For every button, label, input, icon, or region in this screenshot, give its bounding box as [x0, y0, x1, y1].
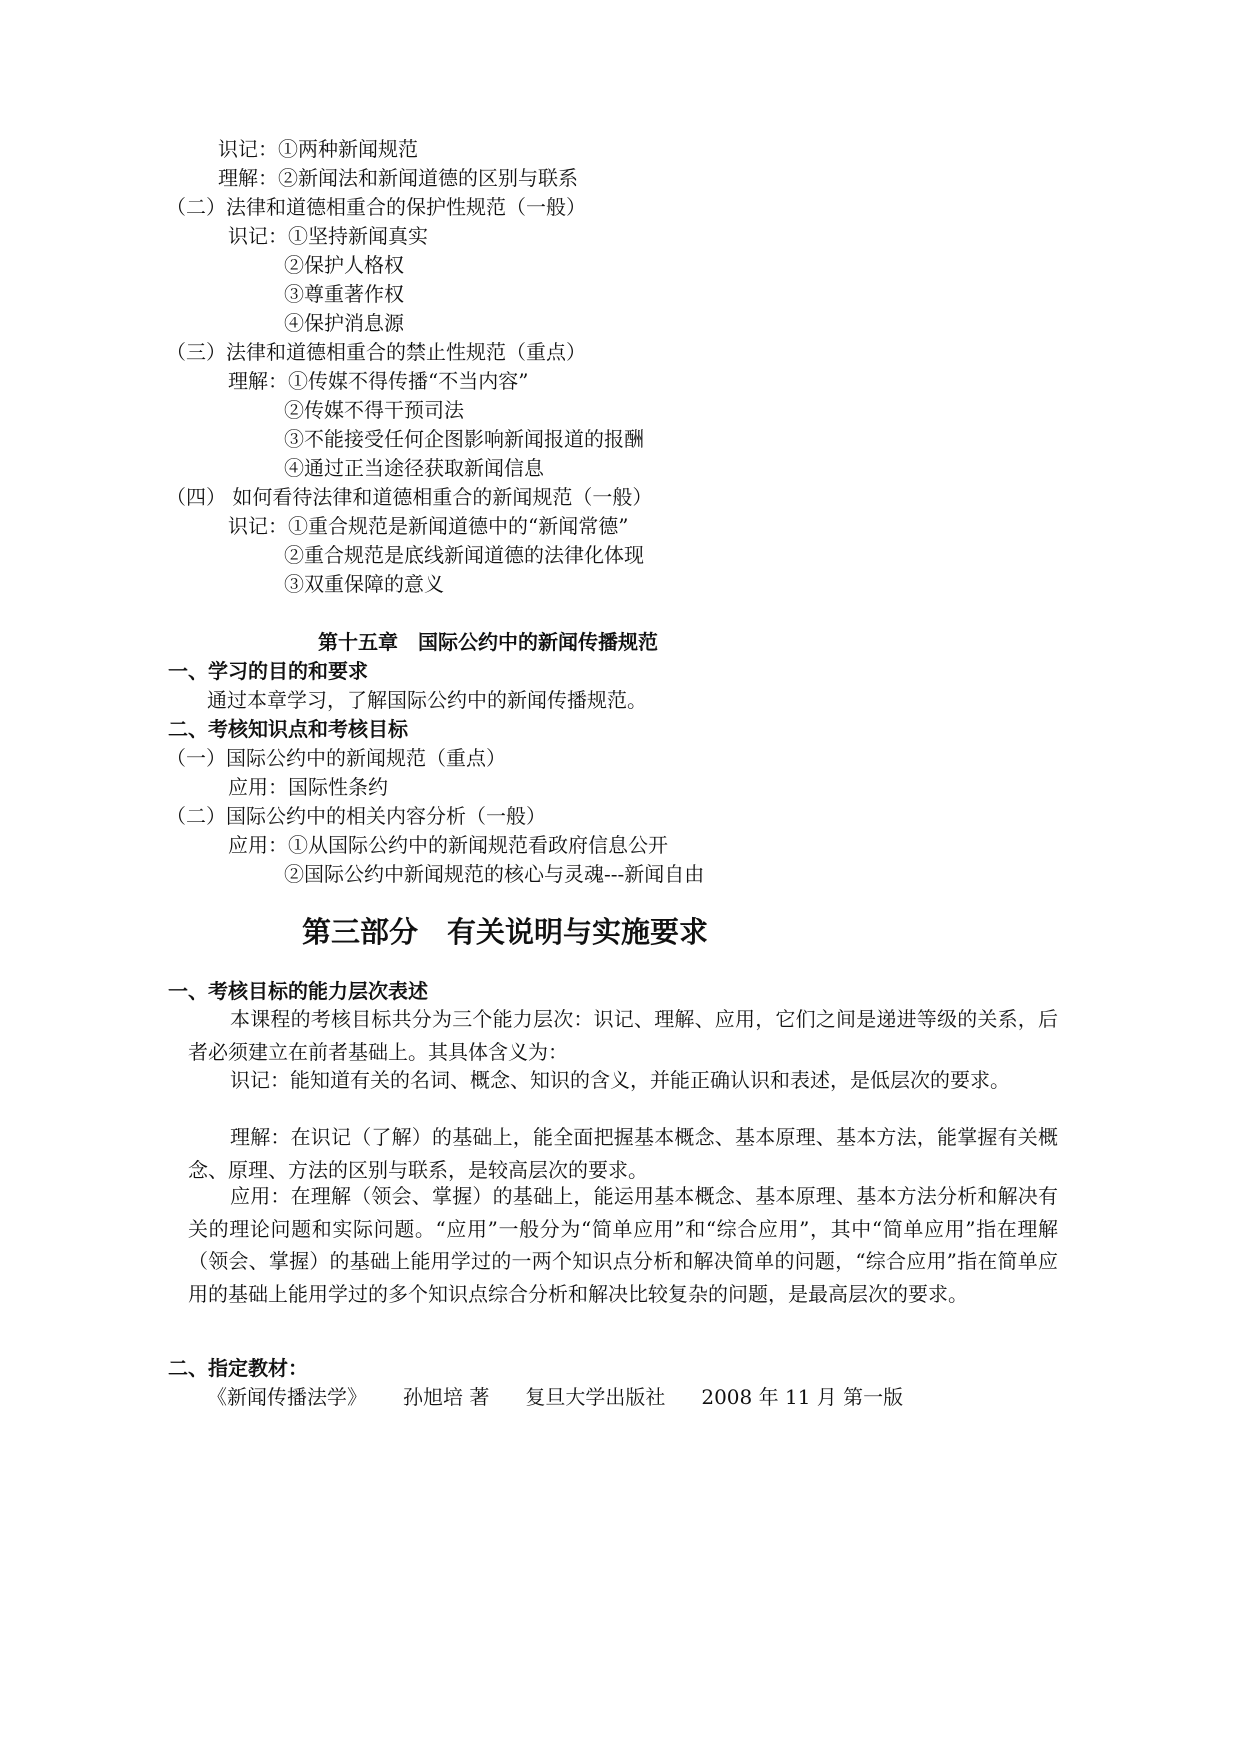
section-heading: （四） 如何看待法律和道德相重合的新闻规范（一般）	[166, 485, 653, 509]
book-edition: 2008 年 11 月 第一版	[701, 1385, 904, 1409]
text-line: ③双重保障的意义	[284, 572, 444, 596]
book-author: 孙旭培 著	[403, 1385, 490, 1409]
section-heading: 一、学习的目的和要求	[168, 659, 368, 683]
section-heading: 二、指定教材：	[168, 1356, 308, 1380]
section-heading: 一、考核目标的能力层次表述	[168, 979, 428, 1003]
section-heading: （二）法律和道德相重合的保护性规范（一般）	[166, 195, 586, 219]
text-line: 识记：①重合规范是新闻道德中的“新闻常德”	[228, 514, 629, 538]
section-heading: （三）法律和道德相重合的禁止性规范（重点）	[166, 340, 586, 364]
text-line: 应用：国际性条约	[228, 775, 388, 799]
text-line: ③不能接受任何企图影响新闻报道的报酬	[284, 427, 644, 451]
text-line: 理解：①传媒不得传播“不当内容”	[228, 369, 529, 393]
text-line: ②重合规范是底线新闻道德的法律化体现	[284, 543, 644, 567]
chapter-title: 第十五章 国际公约中的新闻传播规范	[318, 630, 658, 654]
paragraph: 本课程的考核目标共分为三个能力层次：识记、理解、应用，它们之间是递进等级的关系，后者必须建立在前者基础上。其具体含义为：	[188, 1007, 1058, 1064]
book-publisher: 复旦大学出版社	[525, 1385, 666, 1409]
text-line: 识记：①坚持新闻真实	[228, 224, 428, 248]
text-line: ④保护消息源	[284, 311, 404, 335]
text-line: ③尊重著作权	[284, 282, 404, 306]
paragraph: 识记：能知道有关的名词、概念、知识的含义，并能正确认识和表述，是低层次的要求。	[230, 1068, 1010, 1092]
book-title: 《新闻传播法学》	[207, 1385, 367, 1409]
text-line: ②保护人格权	[284, 253, 404, 277]
text-line: ②国际公约中新闻规范的核心与灵魂---新闻自由	[284, 862, 705, 886]
text-line: 理解：②新闻法和新闻道德的区别与联系	[218, 166, 578, 190]
section-heading: 二、考核知识点和考核目标	[168, 717, 408, 741]
paragraph: 理解：在识记（了解）的基础上，能全面把握基本概念、基本原理、基本方法，能掌握有关概念、原理、方法的区别与联系，是较高层次的要求。	[188, 1125, 1058, 1182]
text-line: 应用：①从国际公约中的新闻规范看政府信息公开	[228, 833, 668, 857]
paragraph: 应用：在理解（领会、掌握）的基础上，能运用基本概念、基本原理、基本方法分析和解决有关的理论问题和实际问题。“应用”一般分为“简单应用”和“综合应用”，其中“简单应用”指在理解（领会、掌握）的基础上能用学过的一两个知识点分析和解决简单的问题，“综合应用”指在简单应用的基础上能用学过的多个知识点综合分析和解决比较复杂的问题，是最高层次的要求。	[188, 1184, 1058, 1306]
part-title: 第三部分 有关说明与实施要求	[302, 915, 709, 949]
section-heading: （二）国际公约中的相关内容分析（一般）	[166, 804, 546, 828]
text-line: ④通过正当途径获取新闻信息	[284, 456, 544, 480]
text-line: 识记：①两种新闻规范	[218, 137, 418, 161]
textbook-line	[207, 1383, 939, 1411]
text-line: ②传媒不得干预司法	[284, 398, 464, 422]
text-line: 通过本章学习，了解国际公约中的新闻传播规范。	[207, 688, 647, 712]
section-heading: （一）国际公约中的新闻规范（重点）	[166, 746, 506, 770]
